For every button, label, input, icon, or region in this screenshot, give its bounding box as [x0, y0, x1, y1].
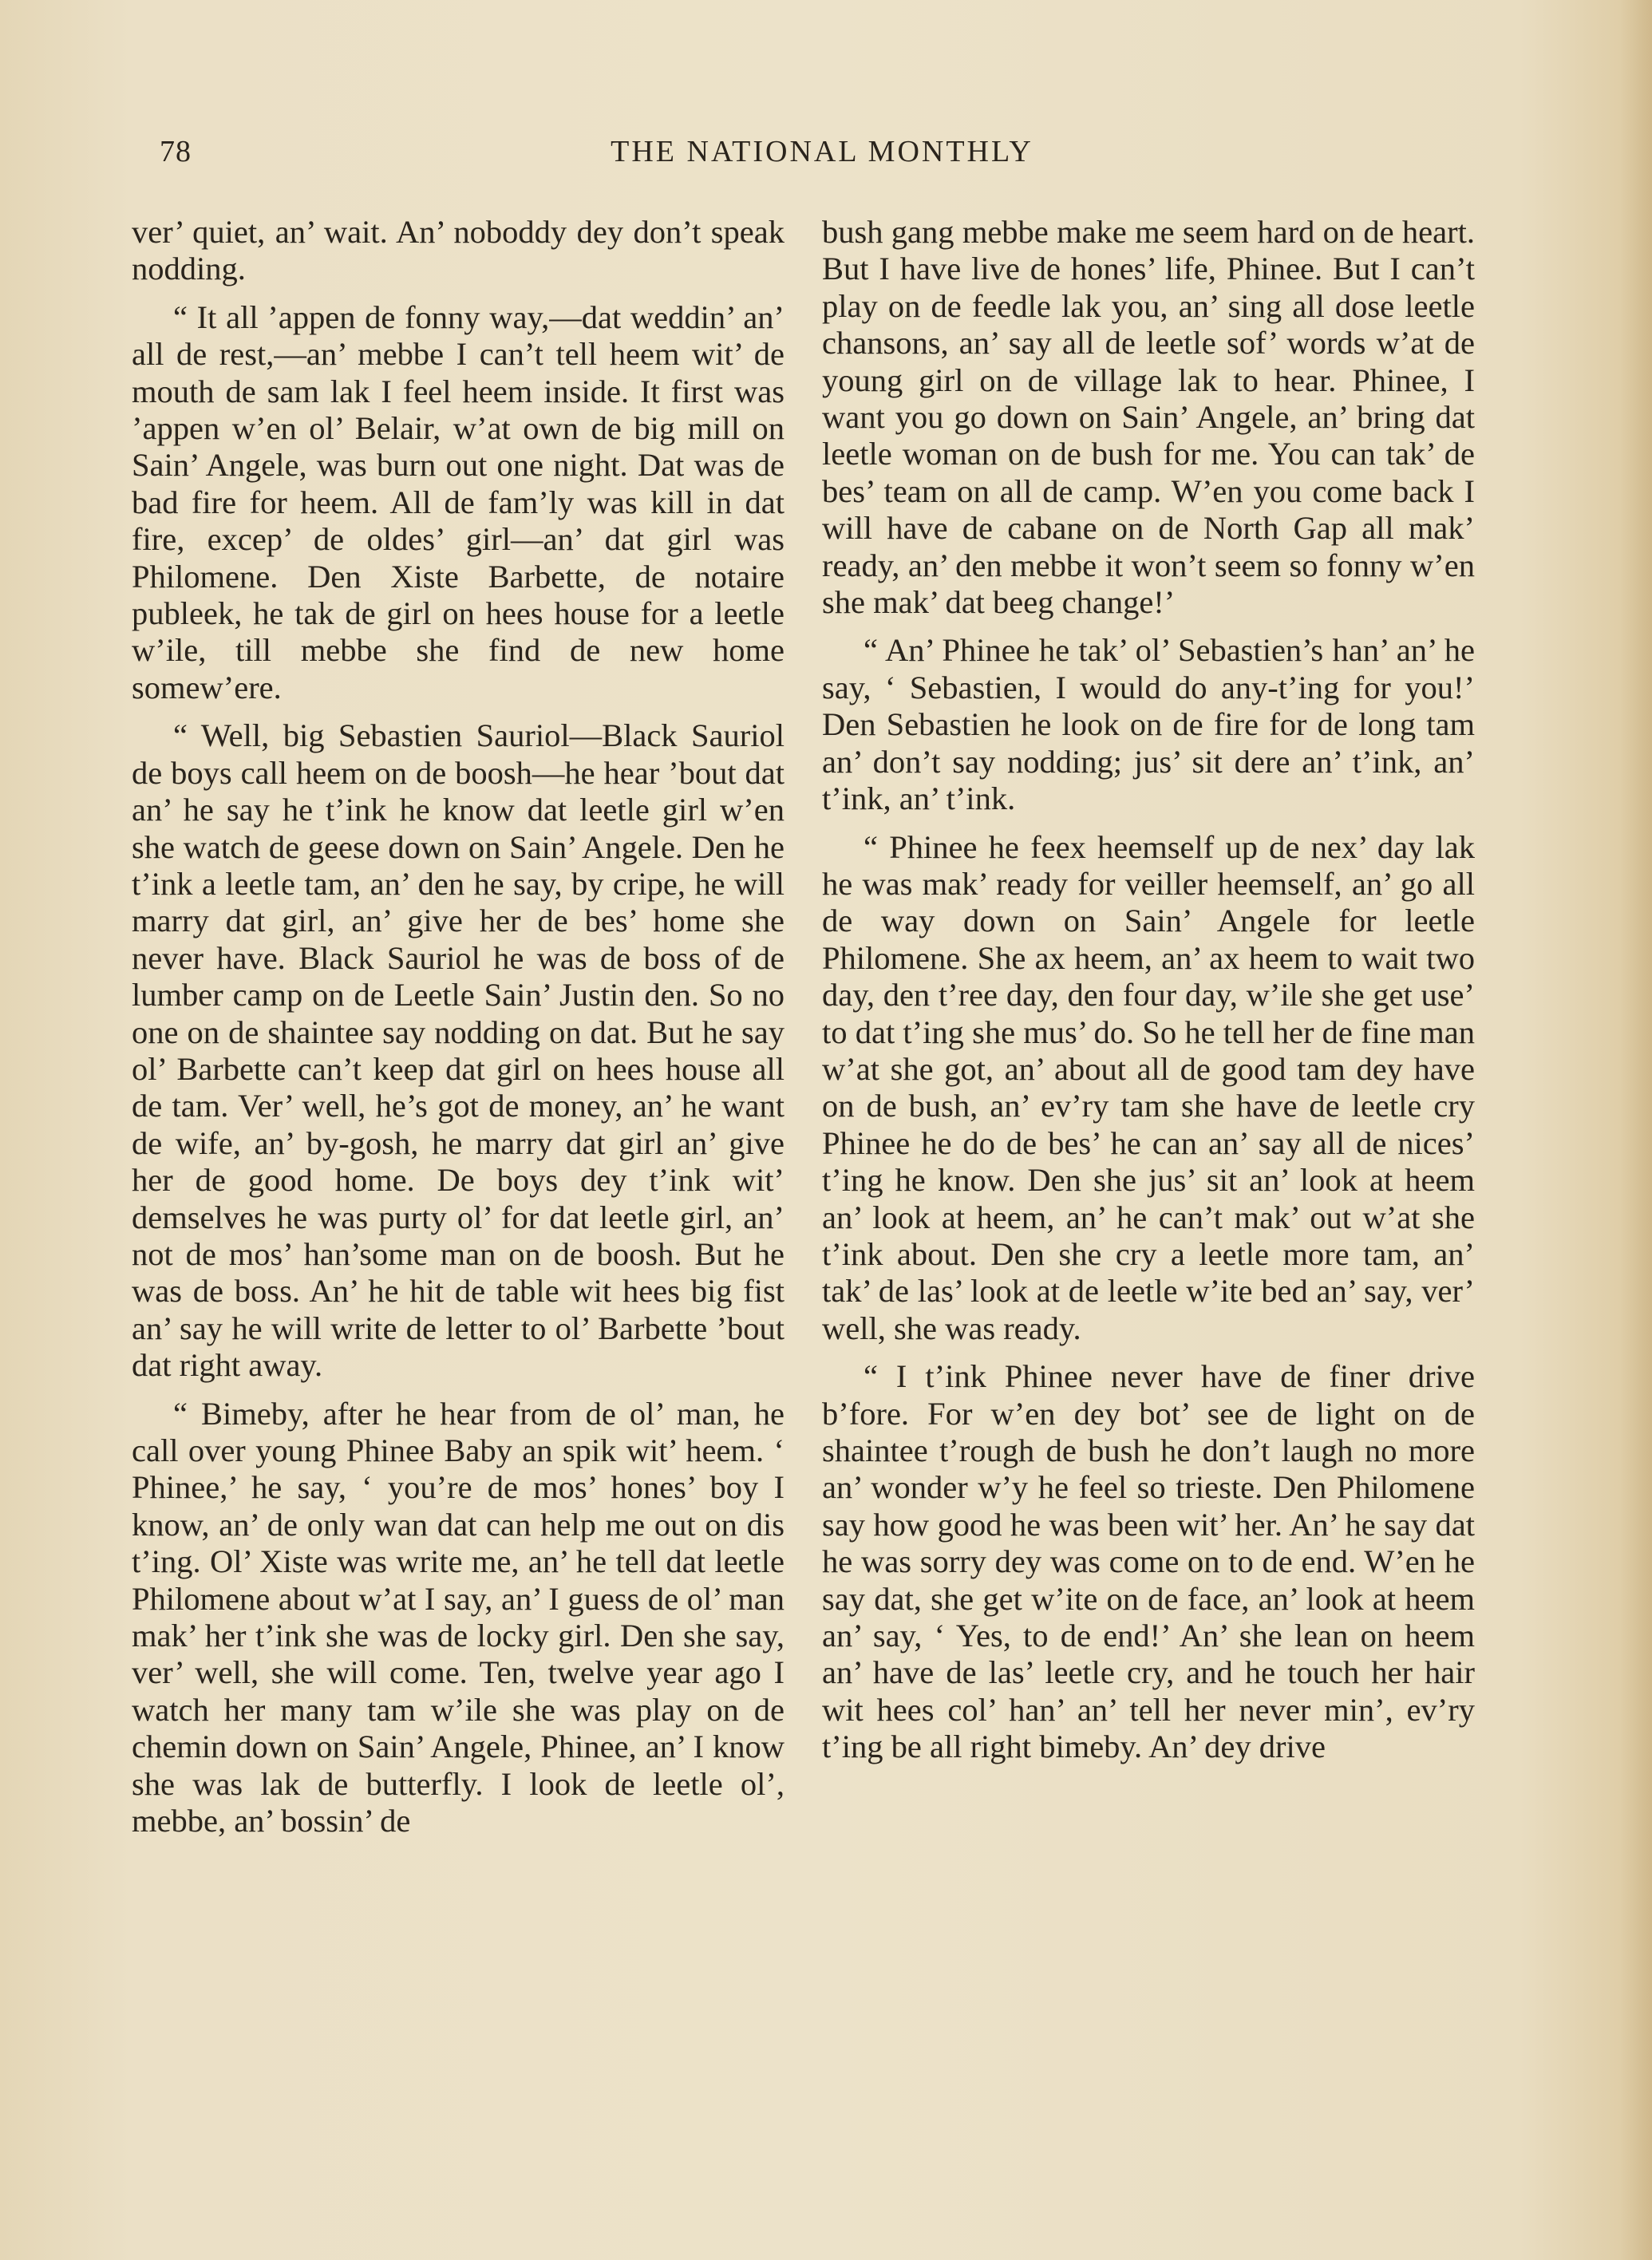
paragraph: ver’ quiet, an’ wait. An’ noboddy dey don’t speak nodding.	[132, 214, 785, 287]
running-head: THE NATIONAL MONTHLY	[611, 135, 1033, 168]
paragraph: “ An’ Phinee he tak’ ol’ Sebastien’s han’ an’ he say, ‘ Sebastien, I would do any-t’ing for you!’ Den Sebastien he look on de fire for de long tam an’ don’t say nodding; jus’ sit dere an’ t’ink, an’ t’ink, an’ t’ink.	[822, 632, 1475, 817]
page-header	[160, 134, 1484, 176]
page-number: 78	[160, 135, 192, 168]
page-edge-shading	[1620, 0, 1652, 2260]
paragraph: “ I t’ink Phinee never have de finer drive b’fore. For w’en dey bot’ see de light on de shaintee t’rough de bush he don’t laugh no more an’ wonder w’y he feel so trieste. Den Philomene say how good he was been wit’ her. An’ he say dat he was sorry dey was come on to de end. W’en he say dat, she get w’ite on de face, an’ look at heem an’ say, ‘ Yes, to de end!’ An’ she lean on heem an’ have de las’ leetle cry, and he touch her hair wit hees col’ han’ an’ tell her never min’, ev’ry t’ing be all right bimeby. An’ dey drive	[822, 1358, 1475, 1765]
paragraph: “ Bimeby, after he hear from de ol’ man, he call over young Phinee Baby an spik wit’ heem. ‘ Phinee,’ he say, ‘ you’re de mos’ hones’ boy I know, an’ de only wan dat can help me out on dis t’ing. Ol’ Xiste was write me, an’ he tell dat leetle Philomene about w’at I say, an’ I guess de ol’ man mak’ her t’ink she was de locky girl. Den she say, ver’ well, she will come. Ten, twelve year ago I watch her many tam w’ile she was play on de chemin down on Sain’ Angele, Phinee, an’ I know she was lak de butterfly. I look de leetle ol’, mebbe, an’ bossin’ de	[132, 1395, 785, 1839]
left-column	[132, 214, 785, 1839]
paragraph: “ Phinee he feex heemself up de nex’ day lak he was mak’ ready for veiller heemself, an’ go all de way down on Sain’ Angele for leetle Philomene. She ax heem, an’ ax heem to wait two day, den t’ree day, den four day, w’ile she get use’ to dat t’ing she mus’ do. So he tell her de fine man w’at she got, an’ about all de good tam dey have on de bush, an’ ev’ry tam she have de leetle cry Phinee he do de bes’ he can an’ say all de nices’ t’ing he know. Den she jus’ sit an’ look at heem an’ look at heem, an’ he can’t mak’ out w’at she t’ink about. Den she cry a leetle more tam, an’ tak’ de las’ look at de leetle w’ite bed an’ say, ver’ well, she was ready.	[822, 828, 1475, 1346]
paragraph: “ Well, big Sebastien Sauriol—Black Sauriol de boys call heem on de boosh—he hear ’bout dat an’ he say he t’ink he know dat leetle girl w’en she watch de geese down on Sain’ Angele. Den he t’ink a leetle tam, an’ den he say, by cripe, he will marry dat girl, an’ give her de bes’ home she never have. Black Sauriol he was de boss of de lumber camp on de Leetle Sain’ Justin den. So no one on de shaintee say nodding on dat. But he say ol’ Barbette can’t keep dat girl on hees house all de tam. Ver’ well, he’s got de money, an’ he want de wife, an’ by-gosh, he marry dat girl an’ give her de good home. De boys dey t’ink wit’ demselves he was purty ol’ for dat leetle girl, an’ not de mos’ han’some man on de boosh. But he was de boss. An’ he hit de table wit hees big fist an’ say he will write de letter to ol’ Barbette ’bout dat right away.	[132, 717, 785, 1384]
right-column	[822, 214, 1475, 1766]
paragraph: bush gang mebbe make me seem hard on de heart. But I have live de hones’ life, Phinee. But I can’t play on de feedle lak you, an’ sing all dose leetle chansons, an’ say all de leetle sof’ words w’at de young girl on de village lak to hear. Phinee, I want you go down on Sain’ Angele, an’ bring dat leetle woman on de bush for me. You can tak’ de bes’ team on all de camp. W’en you come back I will have de cabane on de North Gap all mak’ ready, an’ den mebbe it won’t seem so fonny w’en she mak’ dat beeg change!’	[822, 214, 1475, 621]
paragraph: “ It all ’appen de fonny way,—dat weddin’ an’ all de rest,—an’ mebbe I can’t tell heem wit’ de mouth de sam lak I feel heem inside. It first was ’appen w’en ol’ Belair, w’at own de big mill on Sain’ Angele, was burn out one night. Dat was de bad fire for heem. All de fam’ly was kill in dat fire, excep’ de oldes’ girl—an’ dat girl was Philomene. Den Xiste Barbette, de notaire publeek, he tak de girl on hees house for a leetle w’ile, till mebbe she find de new home somew’ere.	[132, 298, 785, 705]
